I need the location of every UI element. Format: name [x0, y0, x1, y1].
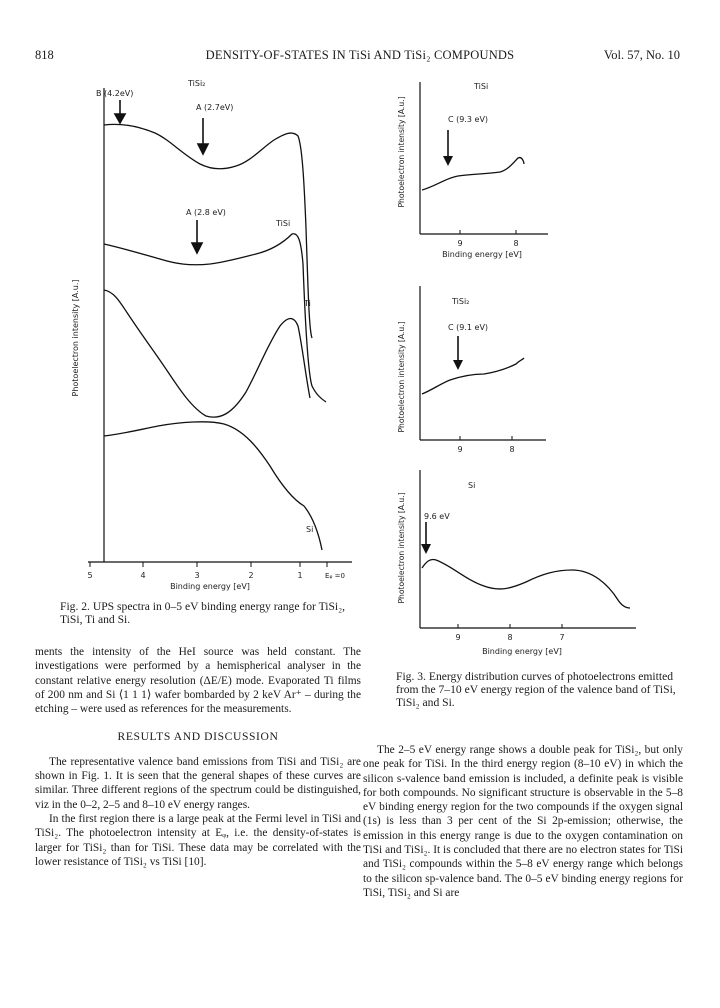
fig3-p3-tick-8: 8	[507, 633, 513, 642]
right-column	[363, 743, 683, 900]
curve-fig3-si	[422, 559, 630, 608]
fig3-p2-tick-9: 9	[457, 445, 463, 454]
fig3-p1-annotation: C (9.3 eV)	[448, 115, 489, 124]
fig2-label-b: B (4.2eV)	[96, 89, 134, 98]
fig3-p2-label: TiSi₂	[452, 297, 470, 306]
fig3-p2-annotation: C (9.1 eV)	[448, 323, 489, 332]
curve-fig3-tisi2	[422, 358, 524, 394]
fig3-p3-label: Si	[468, 481, 476, 490]
curve-tisi2	[104, 124, 312, 338]
curve-tisi	[104, 234, 326, 402]
paragraph: The 2–5 eV energy range shows a double peak for TiSi₂, but only one peak for TiSi. In the third energy region (8–10 eV) in which the silicon s-valence band emission is included, a definite peak is visible for both compounds. No significant structure is observable in the 5–8 eV binding energy region for the two compounds if the oxygen signal (1s) is less than 3 per cent of the Si 2p-emission; otherwise, the emission in this energy range is due to the oxygen contamination on TiSi and TiSi₂. It is concluded that there are no electron states for TiSi and TiSi₂ compounds within the 5–8 eV energy range which belongs to the silicon sp-valence band. The 0–5 eV binding energy regions for TiSi, TiSi₂ and Si are	[363, 744, 683, 899]
fig2-caption: Fig. 2. UPS spectra in 0–5 eV binding energy range for TiSi₂, TiSi, Ti and Si.	[60, 600, 346, 626]
fig3-ylabel-1: Photoelectron intensity [A.u.]	[397, 96, 406, 208]
running-title: DENSITY-OF-STATES IN TiSi AND TiSi₂ COMPOUNDS	[205, 48, 515, 62]
fig3-p3-tick-9: 9	[455, 633, 461, 642]
fig2-label-ti: Ti	[304, 299, 311, 308]
fig2-tick-1: 1	[297, 571, 303, 580]
paragraph: ments the intensity of the HeI source was held constant. The investigations were performed by a hemispherical analyser in the constant relative energy resolution (ΔE/E) mode. Evaporated Ti films of 200 nm and Si ⟨1 1 1⟩ wafer bombarded by 2 keV Ar⁺ – during the etching – were used as references for the measurements.	[35, 646, 361, 716]
fig2-tick-5: 5	[87, 571, 93, 580]
curve-si	[104, 422, 322, 550]
fig3-p1-tick-8: 8	[513, 239, 519, 248]
fig3-p3-annotation: 9.6 eV	[424, 512, 450, 521]
section-heading: RESULTS AND DISCUSSION	[117, 730, 279, 744]
fig2-label-a1: A (2.7eV)	[196, 103, 234, 112]
paragraph: The representative valence band emissions from TiSi and TiSi₂ are shown in Fig. 1. It is seen that the general shapes of these curves are similar. Three different regions of the spectrum could be distinguished, viz in the 0–2, 2–5 and 8–10 eV energy ranges.	[35, 755, 361, 811]
fig3-p3-tick-7: 7	[559, 633, 565, 642]
fig3-ylabel-2: Photoelectron intensity [A.u.]	[397, 321, 406, 433]
volume-info: Vol. 57, No. 10	[603, 48, 680, 62]
fig2-label-tisi2: TiSi₂	[188, 79, 206, 88]
page-number: 818	[35, 48, 54, 62]
fig3-p1-label: TiSi	[474, 82, 489, 91]
fig2-label-si: Si	[306, 525, 314, 534]
curve-fig3-tisi	[422, 158, 524, 190]
fig3-xlabel-1: Binding energy [eV]	[442, 250, 522, 259]
fig2-ylabel: Photoelectron intensity [A.u.]	[71, 279, 80, 397]
fig3-p1-tick-9: 9	[457, 239, 463, 248]
figure-3	[396, 72, 656, 672]
fig3-xlabel-3: Binding energy [eV]	[482, 647, 562, 656]
fig2-tick-ef: Eᵩ =0	[325, 572, 345, 580]
fig3-p2-tick-8: 8	[509, 445, 515, 454]
figure-2	[60, 68, 360, 598]
left-column	[35, 645, 361, 869]
paragraph: In the first region there is a large peak at the Fermi level in TiSi and TiSi₂. The photoelectron intensity at Eᵩ, i.e. the density-of-states is larger for TiSi₂ than for TiSi. These data may be correlated with the lower resistance of TiSi₂ vs TiSi [10].	[35, 812, 361, 868]
fig2-label-tisi: TiSi	[276, 219, 291, 228]
fig3-caption: Fig. 3. Energy distribution curves of photoelectrons emitted from the 7–10 eV energy region of the valence band of TiSi, TiSi₂ and Si.	[396, 670, 676, 709]
fig3-ylabel-3: Photoelectron intensity [A.u.]	[397, 492, 406, 604]
fig2-label-a2: A (2.8 eV)	[186, 208, 226, 217]
fig2-tick-2: 2	[248, 571, 254, 580]
fig2-xlabel: Binding energy [eV]	[170, 582, 250, 591]
curve-ti	[104, 290, 310, 417]
fig2-tick-4: 4	[140, 571, 146, 580]
fig2-tick-3: 3	[194, 571, 200, 580]
